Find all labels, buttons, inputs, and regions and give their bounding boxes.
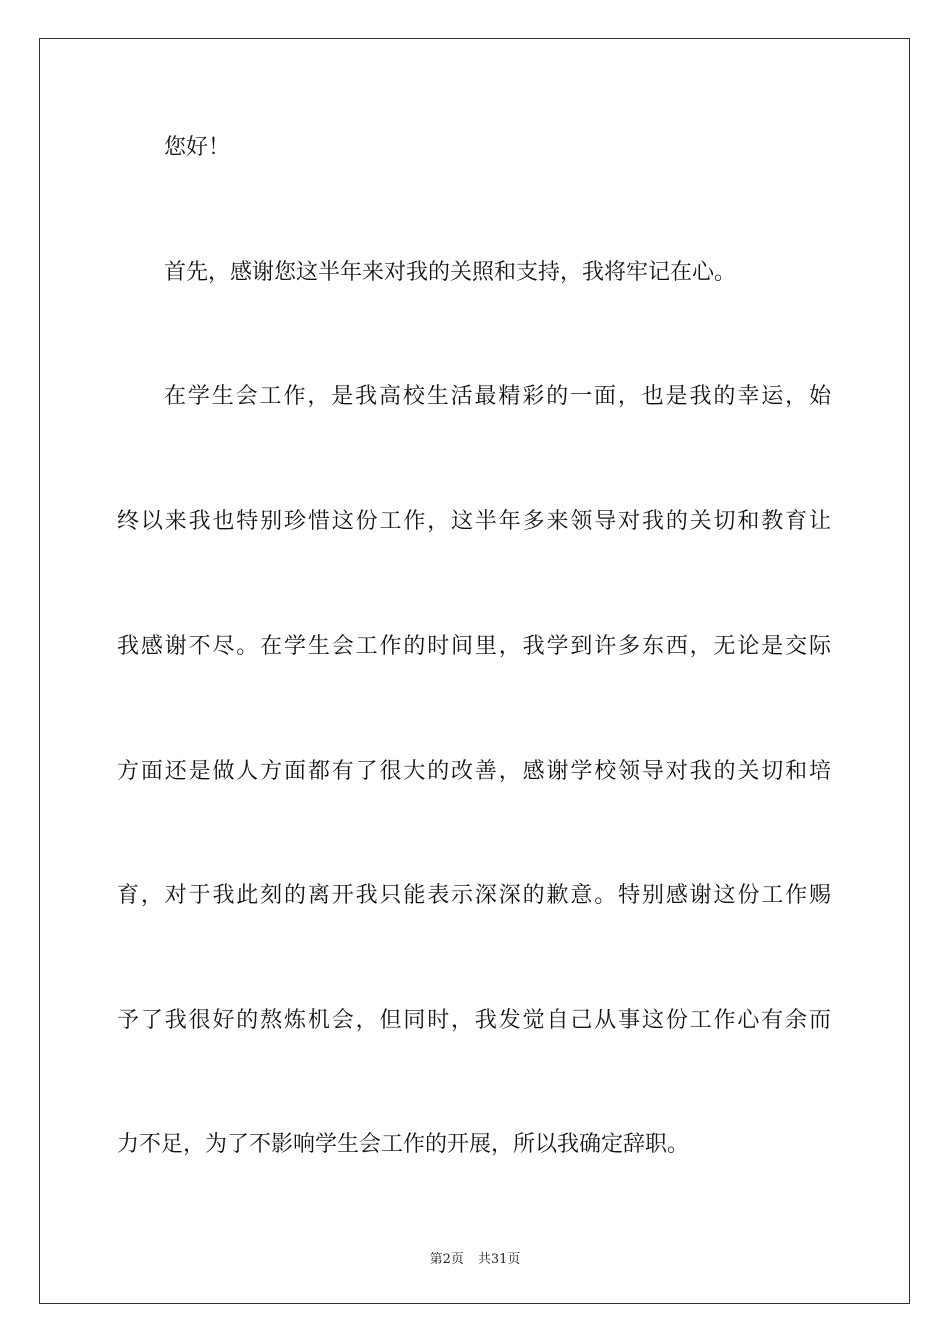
page-total: 共31页 (477, 1252, 521, 1267)
paragraph-line: 育，对于我此刻的离开我只能表示深深的歉意。特别感谢这份工作赐 (117, 883, 831, 908)
page-border (39, 38, 910, 1304)
page-footer (0, 1248, 950, 1267)
page-number: 第2页 (429, 1252, 464, 1267)
greeting-line: 您好！ (164, 135, 231, 160)
paragraph-line: 予了我很好的熬炼机会，但同时，我发觉自己从事这份工作心有余而 (117, 1008, 831, 1033)
paragraph-line: 我感谢不尽。在学生会工作的时间里，我学到许多东西，无论是交际 (117, 634, 831, 659)
paragraph-line: 终以来我也特别珍惜这份工作，这半年多来领导对我的关切和教育让 (117, 509, 831, 534)
paragraph-line: 力不足，为了不影响学生会工作的开展，所以我确定辞职。 (117, 1132, 690, 1157)
paragraph-line: 方面还是做人方面都有了很大的改善，感谢学校领导对我的关切和培 (117, 759, 831, 784)
paragraph-line: 首先，感谢您这半年来对我的关照和支持，我将牢记在心。 (164, 260, 737, 285)
paragraph-line: 在学生会工作，是我高校生活最精彩的一面，也是我的幸运，始 (164, 384, 831, 409)
